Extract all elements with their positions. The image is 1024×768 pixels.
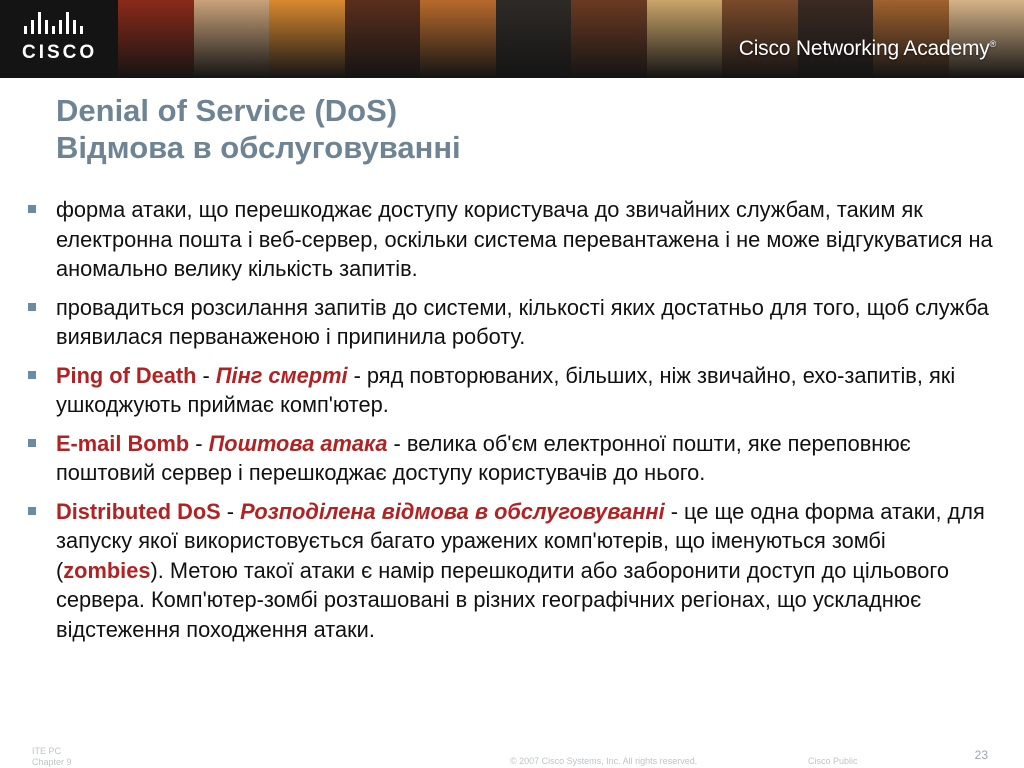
translation-email-bomb: Поштова атака: [208, 430, 388, 456]
term-email-bomb: E-mail Bomb: [56, 430, 190, 456]
footer-chapter: Chapter 9: [32, 757, 72, 767]
bullet-text-end: ). Метою такої атаки є намір перешкодити або заборонити доступ до цільового сервера. Комп'ютер-зомбі розташовані в різних географічних регіонах, що ускладнює відстеження походження атаки.: [56, 557, 949, 642]
bullet-item-ping-of-death: [28, 361, 998, 420]
page-number: 23: [974, 748, 988, 762]
cisco-logo: [14, 12, 104, 64]
header-photo: [647, 0, 723, 78]
cisco-logo-text: CISCO: [22, 42, 98, 63]
bullet-text: - велика об'єм електронної пошти, яке переповнює поштовий сервер і перешкоджає доступу користувачів до нього.: [56, 430, 911, 485]
header-photo: [496, 0, 572, 78]
header-photo: [118, 0, 194, 78]
trademark-mark: ®: [989, 39, 996, 49]
bullet-item-email-bomb: [28, 429, 998, 488]
academy-title: [739, 37, 996, 61]
header-photo: [345, 0, 421, 78]
header-photo: [571, 0, 647, 78]
footer-copyright: © 2007 Cisco Systems, Inc. All rights reserved.: [510, 756, 698, 766]
cisco-bars-icon: [24, 12, 104, 34]
separator: -: [189, 430, 209, 456]
header-photo: [420, 0, 496, 78]
bullet-text: - це ще одна форма атаки, для запуску якої використовується багато уражених комп'ютерів, що іменуються зомбі (: [56, 498, 985, 583]
bullet-list: [28, 195, 998, 653]
academy-text: Cisco Networking Academy: [738, 37, 990, 60]
slide-title: [56, 92, 461, 166]
square-bullet-icon: [28, 371, 36, 379]
separator: -: [196, 362, 216, 388]
title-line-1: Denial of Service (DoS): [56, 93, 398, 128]
translation-distributed-dos: Розподілена відмова в обслуговуванні: [240, 498, 665, 524]
bullet-item-method: [28, 293, 998, 352]
bullet-text: провадиться розсилання запитів до системи, кількості яких достатньо для того, щоб служба виявилася перванаженою і припинила роботу.: [56, 294, 989, 349]
separator: -: [220, 498, 241, 524]
footer-classification: Cisco Public: [808, 756, 858, 766]
square-bullet-icon: [28, 205, 36, 213]
bullet-text: - ряд повторюваних, більших, ніж звичайно, ехо-запитів, які ушкоджують приймає комп'ютер.: [56, 362, 956, 417]
bullet-item-distributed-dos: [28, 497, 998, 645]
header-photo: [194, 0, 270, 78]
header-photo: [269, 0, 345, 78]
square-bullet-icon: [28, 439, 36, 447]
bullet-item-definition: [28, 195, 998, 284]
term-ping-of-death: Ping of Death: [56, 362, 197, 388]
title-line-2: Відмова в обслуговуванні: [56, 130, 461, 165]
term-distributed-dos: Distributed DoS: [56, 498, 221, 524]
bullet-text: форма атаки, що перешкоджає доступу користувача до звичайних службам, таким як електронна пошта і веб-сервер, оскільки система перевантажена і не може відгукуватися на аномально велику кількість запитів.: [56, 197, 993, 281]
footer-course: ITE PC: [32, 746, 62, 756]
header-banner: [0, 0, 1024, 78]
zombies-highlight: zombies: [63, 557, 151, 583]
translation-ping-of-death: Пінг смерті: [215, 362, 348, 388]
square-bullet-icon: [28, 303, 36, 311]
slide-footer: [0, 746, 1024, 768]
square-bullet-icon: [28, 507, 36, 515]
